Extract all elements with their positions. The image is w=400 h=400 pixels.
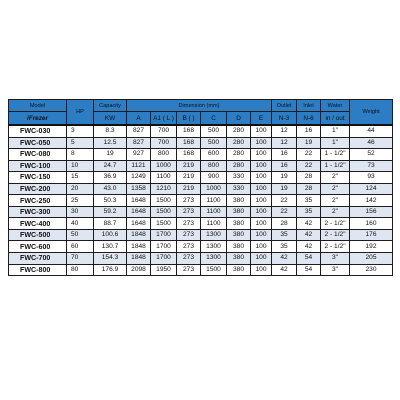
spec-table (8, 99, 393, 276)
header-dim-e: E (251, 112, 272, 126)
cell-d: 380 (227, 206, 251, 218)
cell-d: 280 (227, 125, 251, 137)
cell-a: 1648 (127, 206, 151, 218)
header-dim-a: A (127, 112, 151, 126)
cell-weight: 176 (350, 229, 393, 241)
cell-e: 100 (251, 172, 272, 184)
header-brand: iFrezer (9, 112, 67, 126)
table-row (9, 183, 393, 195)
cell-e: 100 (251, 149, 272, 161)
table-row (9, 137, 393, 149)
cell-e: 100 (251, 195, 272, 207)
cell-e: 100 (251, 218, 272, 230)
cell-a: 1848 (127, 241, 151, 253)
cell-c: 500 (201, 137, 227, 149)
cell-b: 168 (177, 149, 201, 161)
cell-b: 219 (177, 172, 201, 184)
cell-a: 1358 (127, 183, 151, 195)
cell-kw: 19 (94, 149, 127, 161)
cell-d: 380 (227, 195, 251, 207)
cell-a: 1648 (127, 218, 151, 230)
cell-hp: 30 (67, 206, 94, 218)
cell-c: 1300 (201, 241, 227, 253)
cell-weight: 52 (350, 149, 393, 161)
table-row (9, 229, 393, 241)
cell-b: 168 (177, 137, 201, 149)
cell-hp: 60 (67, 241, 94, 253)
cell-kw: 130.7 (94, 241, 127, 253)
header-dim-b: B ( ) (177, 112, 201, 126)
cell-c: 1100 (201, 195, 227, 207)
cell-water: 2 - 1/2" (321, 218, 350, 230)
cell-d: 380 (227, 253, 251, 265)
table-row (9, 253, 393, 265)
cell-e: 100 (251, 229, 272, 241)
cell-e: 100 (251, 137, 272, 149)
header-dim-a1: A1 ( L ) (151, 112, 177, 126)
cell-d: 330 (227, 172, 251, 184)
table-header (9, 100, 393, 126)
cell-d: 330 (227, 183, 251, 195)
cell-d: 380 (227, 218, 251, 230)
cell-inlet: 42 (297, 229, 321, 241)
cell-water: 2" (321, 172, 350, 184)
header-water: Water (321, 100, 350, 112)
cell-d: 280 (227, 160, 251, 172)
cell-weight: 205 (350, 253, 393, 265)
cell-a1: 1100 (151, 172, 177, 184)
cell-a: 827 (127, 137, 151, 149)
cell-b: 273 (177, 253, 201, 265)
cell-a: 1648 (127, 195, 151, 207)
cell-weight: 44 (350, 125, 393, 137)
cell-inlet: 42 (297, 241, 321, 253)
cell-a1: 1210 (151, 183, 177, 195)
cell-b: 273 (177, 241, 201, 253)
cell-inlet: 19 (297, 137, 321, 149)
cell-a1: 1500 (151, 218, 177, 230)
cell-kw: 88.7 (94, 218, 127, 230)
cell-e: 100 (251, 253, 272, 265)
cell-model: FWC-100 (9, 160, 67, 172)
header-capacity: Capacity (94, 100, 127, 112)
cell-c: 1000 (201, 183, 227, 195)
cell-a: 927 (127, 149, 151, 161)
cell-water: 2" (321, 206, 350, 218)
cell-a: 1848 (127, 229, 151, 241)
cell-a1: 1000 (151, 160, 177, 172)
cell-kw: 8.3 (94, 125, 127, 137)
cell-c: 1100 (201, 218, 227, 230)
cell-d: 380 (227, 229, 251, 241)
cell-model: FWC-050 (9, 137, 67, 149)
cell-e: 100 (251, 160, 272, 172)
table-row (9, 206, 393, 218)
table-row (9, 241, 393, 253)
cell-outlet: 16 (272, 160, 297, 172)
cell-a1: 1950 (151, 264, 177, 276)
header-dim-c: C (201, 112, 227, 126)
spec-table-container (8, 99, 392, 276)
cell-outlet: 19 (272, 172, 297, 184)
table-row (9, 149, 393, 161)
cell-outlet: 28 (272, 218, 297, 230)
cell-model: FWC-800 (9, 264, 67, 276)
cell-d: 280 (227, 137, 251, 149)
cell-inlet: 42 (297, 218, 321, 230)
cell-weight: 73 (350, 160, 393, 172)
cell-hp: 3 (67, 125, 94, 137)
cell-e: 100 (251, 241, 272, 253)
cell-model: FWC-200 (9, 183, 67, 195)
cell-weight: 156 (350, 206, 393, 218)
cell-water: 1 - 1/2" (321, 149, 350, 161)
cell-d: 380 (227, 241, 251, 253)
cell-c: 900 (201, 172, 227, 184)
cell-hp: 70 (67, 253, 94, 265)
cell-outlet: 42 (272, 264, 297, 276)
cell-inlet: 22 (297, 160, 321, 172)
table-row (9, 172, 393, 184)
header-hp: HP (67, 100, 94, 126)
cell-outlet: 12 (272, 125, 297, 137)
cell-outlet: 16 (272, 149, 297, 161)
header-outlet: Outlet (272, 100, 297, 112)
cell-inlet: 22 (297, 149, 321, 161)
cell-a1: 1700 (151, 229, 177, 241)
cell-model: FWC-300 (9, 206, 67, 218)
header-water-unit: in / out (321, 112, 350, 126)
cell-kw: 154.3 (94, 253, 127, 265)
cell-hp: 15 (67, 172, 94, 184)
cell-outlet: 19 (272, 183, 297, 195)
cell-a1: 1500 (151, 195, 177, 207)
header-capacity-unit: KW (94, 112, 127, 126)
cell-kw: 43.0 (94, 183, 127, 195)
cell-hp: 25 (67, 195, 94, 207)
cell-hp: 5 (67, 137, 94, 149)
cell-weight: 142 (350, 195, 393, 207)
cell-weight: 46 (350, 137, 393, 149)
cell-outlet: 22 (272, 195, 297, 207)
cell-c: 1500 (201, 264, 227, 276)
header-dim-d: D (227, 112, 251, 126)
cell-weight: 230 (350, 264, 393, 276)
cell-water: 1" (321, 137, 350, 149)
cell-c: 1100 (201, 206, 227, 218)
cell-kw: 176.9 (94, 264, 127, 276)
header-dimension: Dimension (mm) (127, 100, 272, 112)
cell-c: 800 (201, 160, 227, 172)
cell-inlet: 54 (297, 253, 321, 265)
cell-kw: 12.5 (94, 137, 127, 149)
cell-hp: 40 (67, 218, 94, 230)
cell-model: FWC-400 (9, 218, 67, 230)
cell-model: FWC-600 (9, 241, 67, 253)
cell-water: 1" (321, 125, 350, 137)
cell-weight: 192 (350, 241, 393, 253)
cell-a: 827 (127, 125, 151, 137)
cell-outlet: 35 (272, 229, 297, 241)
cell-weight: 93 (350, 172, 393, 184)
cell-water: 3" (321, 253, 350, 265)
cell-weight: 160 (350, 218, 393, 230)
cell-c: 1300 (201, 253, 227, 265)
cell-b: 273 (177, 229, 201, 241)
cell-b: 168 (177, 125, 201, 137)
table-row (9, 218, 393, 230)
header-outlet-unit: N-3 (272, 112, 297, 126)
cell-a1: 1700 (151, 253, 177, 265)
cell-inlet: 35 (297, 195, 321, 207)
cell-weight: 124 (350, 183, 393, 195)
header-model: Model (9, 100, 67, 112)
cell-kw: 50.3 (94, 195, 127, 207)
cell-model: FWC-150 (9, 172, 67, 184)
cell-d: 280 (227, 149, 251, 161)
cell-b: 219 (177, 160, 201, 172)
cell-a1: 700 (151, 137, 177, 149)
cell-a1: 700 (151, 125, 177, 137)
cell-water: 3" (321, 264, 350, 276)
cell-e: 100 (251, 264, 272, 276)
cell-model: FWC-030 (9, 125, 67, 137)
cell-hp: 80 (67, 264, 94, 276)
table-row (9, 160, 393, 172)
cell-model: FWC-700 (9, 253, 67, 265)
cell-outlet: 22 (272, 206, 297, 218)
cell-kw: 24.7 (94, 160, 127, 172)
cell-d: 380 (227, 264, 251, 276)
cell-b: 273 (177, 264, 201, 276)
table-body (9, 125, 393, 276)
cell-c: 1300 (201, 229, 227, 241)
cell-a1: 1500 (151, 206, 177, 218)
cell-b: 273 (177, 195, 201, 207)
cell-b: 273 (177, 206, 201, 218)
cell-inlet: 35 (297, 206, 321, 218)
cell-hp: 50 (67, 229, 94, 241)
cell-outlet: 42 (272, 253, 297, 265)
cell-a: 1121 (127, 160, 151, 172)
cell-kw: 100.6 (94, 229, 127, 241)
cell-hp: 20 (67, 183, 94, 195)
cell-a1: 1700 (151, 241, 177, 253)
cell-e: 100 (251, 125, 272, 137)
cell-outlet: 12 (272, 137, 297, 149)
cell-inlet: 54 (297, 264, 321, 276)
cell-water: 2" (321, 195, 350, 207)
cell-a: 2098 (127, 264, 151, 276)
cell-kw: 59.2 (94, 206, 127, 218)
cell-e: 100 (251, 206, 272, 218)
cell-a: 1249 (127, 172, 151, 184)
cell-model: FWC-080 (9, 149, 67, 161)
cell-hp: 10 (67, 160, 94, 172)
cell-inlet: 28 (297, 183, 321, 195)
cell-b: 219 (177, 183, 201, 195)
table-row (9, 195, 393, 207)
cell-b: 273 (177, 218, 201, 230)
cell-a1: 800 (151, 149, 177, 161)
cell-kw: 36.9 (94, 172, 127, 184)
header-weight: Weight (350, 100, 393, 126)
table-row (9, 125, 393, 137)
cell-outlet: 35 (272, 241, 297, 253)
table-row (9, 264, 393, 276)
cell-model: FWC-250 (9, 195, 67, 207)
cell-model: FWC-500 (9, 229, 67, 241)
header-inlet: Inlet (297, 100, 321, 112)
cell-inlet: 28 (297, 172, 321, 184)
cell-c: 500 (201, 125, 227, 137)
cell-water: 2" (321, 183, 350, 195)
cell-water: 2 - 1/2" (321, 229, 350, 241)
cell-e: 100 (251, 183, 272, 195)
cell-c: 600 (201, 149, 227, 161)
cell-inlet: 16 (297, 125, 321, 137)
header-inlet-unit: N-6 (297, 112, 321, 126)
cell-a: 1848 (127, 253, 151, 265)
cell-water: 1 - 1/2" (321, 160, 350, 172)
cell-hp: 8 (67, 149, 94, 161)
cell-water: 2 - 1/2" (321, 241, 350, 253)
